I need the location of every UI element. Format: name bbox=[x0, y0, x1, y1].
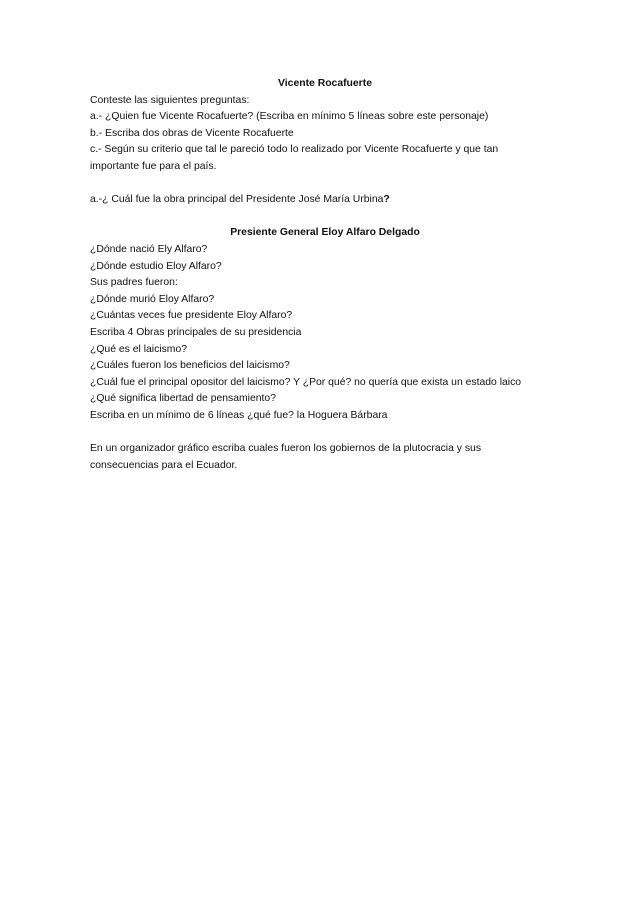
question-line: ¿Dónde murió Eloy Alfaro? bbox=[90, 293, 215, 305]
question-line: ¿Cuántas veces fue presidente Eloy Alfaro? bbox=[90, 310, 293, 322]
organizer-instruction-continuation: consecuencias para el Ecuador. bbox=[90, 459, 238, 471]
question-urbina-text: a.-¿ Cuál fue la obra principal del Presidente José María Urbina bbox=[90, 194, 384, 206]
organizer-instruction: En un organizador gráfico escriba cuales fueron los gobiernos de la plutocracia y sus bbox=[90, 443, 482, 455]
spacer bbox=[90, 424, 560, 441]
question-urbina bbox=[90, 192, 560, 209]
question-line: ¿Qué es el laicismo? bbox=[90, 343, 188, 355]
question-a: a.- ¿Quien fue Vicente Rocafuerte? (Escriba en mínimo 5 líneas sobre este personaje) bbox=[90, 111, 489, 123]
question-line: Escriba en un mínimo de 6 líneas ¿qué fue? la Hoguera Bárbara bbox=[90, 409, 388, 421]
question-c: c.- Según su criterio que tal le pareció todo lo realizado por Vicente Rocafuerte y que tan bbox=[90, 144, 499, 156]
question-line: ¿Dónde estudio Eloy Alfaro? bbox=[90, 260, 222, 272]
question-b: b.- Escriba dos obras de Vicente Rocafuerte bbox=[90, 127, 294, 139]
question-line: ¿Dónde nació Ely Alfaro? bbox=[90, 243, 208, 255]
spacer bbox=[90, 209, 560, 226]
question-c-continuation: importante fue para el país. bbox=[90, 160, 217, 172]
question-line: ¿Cuáles fueron los beneficios del laicismo? bbox=[90, 360, 290, 372]
question-line: Escriba 4 Obras principales de su presidencia bbox=[90, 326, 302, 338]
spacer bbox=[90, 176, 560, 193]
section-title-alfaro: Presiente General Eloy Alfaro Delgado bbox=[230, 227, 420, 239]
question-line: Sus padres fueron: bbox=[90, 277, 178, 289]
instruction-line: Conteste las siguientes preguntas: bbox=[90, 94, 250, 106]
document-body bbox=[90, 76, 560, 474]
question-line: ¿Qué significa libertad de pensamiento? bbox=[90, 393, 276, 405]
question-line: ¿Cuál fue el principal opositor del laicismo? Y ¿Por qué? no quería que exista un estado laico bbox=[90, 376, 522, 388]
section-title-rocafuerte: Vicente Rocafuerte bbox=[278, 78, 372, 89]
question-urbina-mark: ? bbox=[383, 194, 390, 206]
